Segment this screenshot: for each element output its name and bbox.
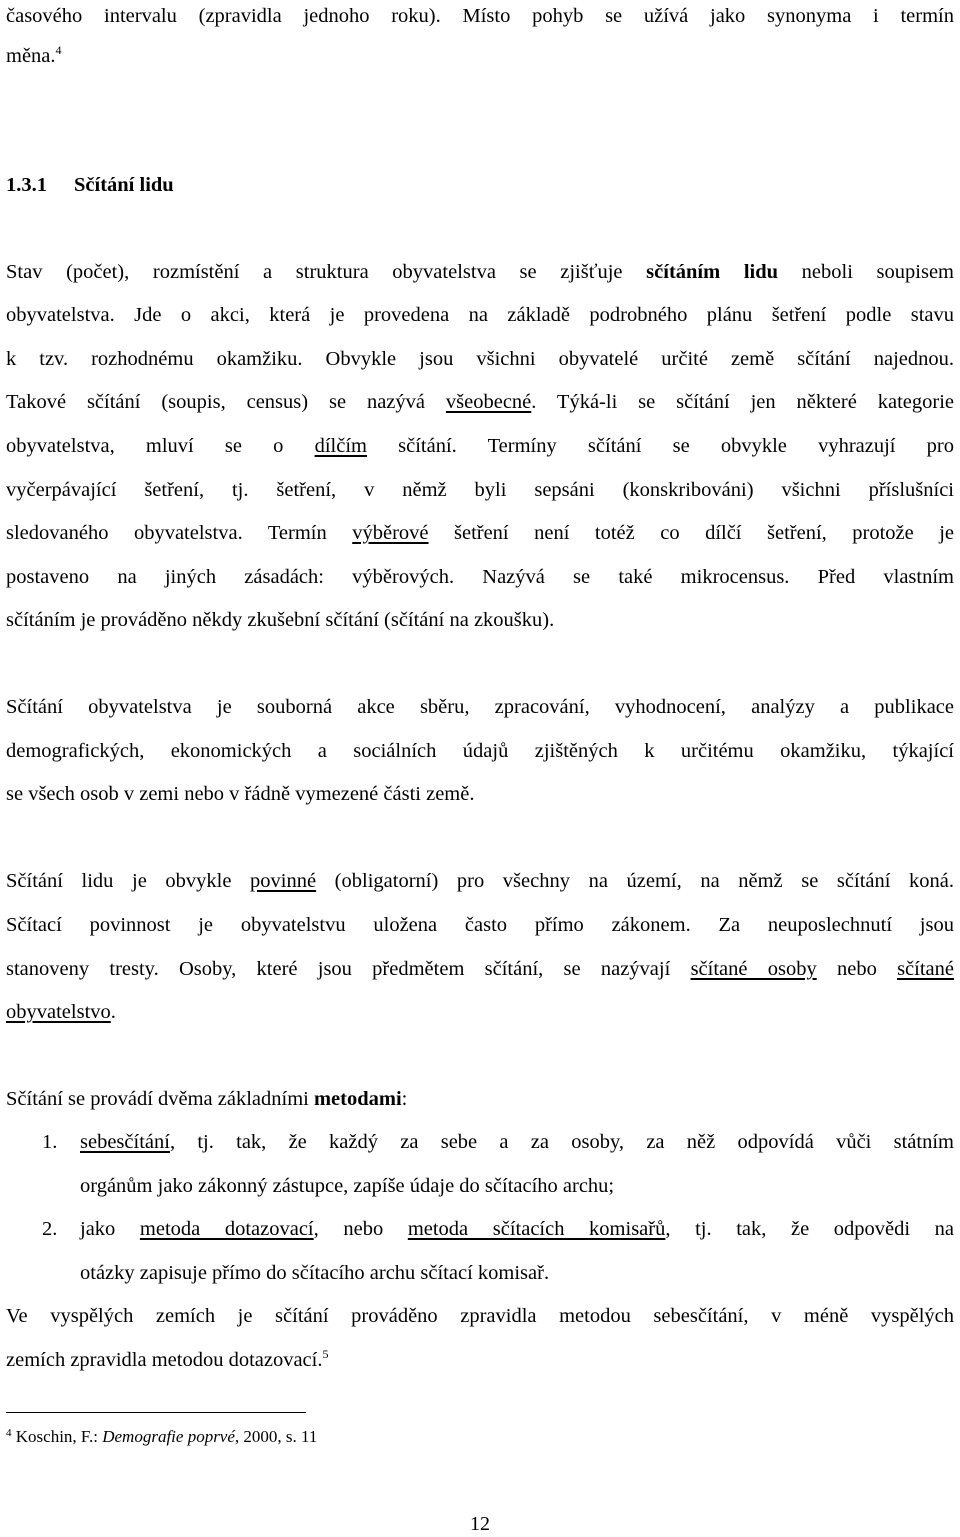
- bold-term: sčítáním lidu: [646, 261, 779, 283]
- text: neboli soupisem: [778, 261, 954, 283]
- text: Stav (počet), rozmístění a struktura obyvatelstva se zjišťuje: [6, 261, 647, 283]
- text-line: [6, 1087, 954, 1111]
- underlined-term: metoda dotazovací: [139, 1218, 314, 1240]
- text-line: [6, 521, 954, 545]
- underlined-term: výběrové: [352, 522, 429, 544]
- list-number: 2.: [42, 1218, 58, 1240]
- text-line: [6, 782, 954, 806]
- text: vyčerpávající šetření, tj. šetření, v němž byli sepsáni (konskribováni) všichni příslušníci: [6, 479, 954, 501]
- text: se všech osob v zemi nebo v řádně vymezené části země.: [6, 783, 475, 805]
- text-line: [6, 869, 954, 893]
- text-line: [6, 739, 954, 763]
- text: zemích zpravidla metodou dotazovací.: [6, 1349, 323, 1371]
- text: :: [401, 1088, 408, 1110]
- text: nebo: [816, 958, 898, 980]
- text: Takové sčítání (soupis, census) se nazývá: [6, 391, 446, 413]
- text-line: [6, 303, 954, 327]
- underlined-term: obyvatelstvo: [6, 1001, 111, 1023]
- underlined-term: sčítané: [897, 958, 954, 980]
- text: sledovaného obyvatelstva. Termín: [6, 522, 353, 544]
- footnote-mark: 4: [6, 1427, 12, 1439]
- text-line: [6, 565, 954, 589]
- text: demografických, ekonomických a sociálních údajů zjištěných k určitému okamžiku, týkající: [6, 740, 954, 762]
- bold-term: metodami: [313, 1088, 402, 1110]
- footnote-separator: [6, 1412, 306, 1413]
- text: , tj. tak, že každý za sebe a za osoby, za něž odpovídá vůči státním: [169, 1131, 954, 1153]
- text: Ve vyspělých zemích je sčítání prováděno zpravidla metodou sebesčítání, v méně vyspělých: [6, 1305, 954, 1327]
- underlined-term: sčítané osoby: [690, 958, 817, 980]
- text-line: [6, 1000, 954, 1024]
- underlined-term: všeobecné: [445, 391, 532, 413]
- text-line: [6, 4, 954, 28]
- text-line: [6, 1348, 954, 1372]
- text-line: [6, 695, 954, 719]
- underlined-term: sebesčítání: [80, 1131, 170, 1153]
- text: Sčítání se provádí dvěma základními: [6, 1088, 314, 1110]
- text: Sčítací povinnost je obyvatelstvu uložena často přímo zákonem. Za neuposlechnutí jsou: [6, 914, 954, 936]
- text-line: [6, 390, 954, 414]
- footnote-rest: , 2000, s. 11: [234, 1427, 318, 1446]
- list-item-text: [80, 1130, 954, 1154]
- section-title: Sčítání lidu: [74, 174, 174, 196]
- footnote-author: Koschin, F.:: [15, 1427, 103, 1446]
- list-number: 1.: [42, 1131, 58, 1153]
- text: , tj. tak, že odpovědi na: [665, 1218, 955, 1240]
- text: , nebo: [313, 1218, 408, 1240]
- text-line: [6, 608, 954, 632]
- text: sčítáním je prováděno někdy zkušební sčítání (sčítání na zkoušku).: [6, 609, 555, 631]
- section-number: 1.3.1: [6, 174, 47, 196]
- underlined-term: dílčím: [314, 435, 367, 457]
- list-item-text: [80, 1217, 954, 1241]
- text: orgánům jako zákonný zástupce, zapíše údaje do sčítacího archu;: [80, 1175, 615, 1197]
- text: stanoveny tresty. Osoby, které jsou předmětem sčítání, se nazývají: [6, 958, 691, 980]
- text-line: [6, 434, 954, 458]
- text: . Týká-li se sčítání jen některé kategorie: [531, 391, 954, 413]
- text-line: [6, 957, 954, 981]
- text: obyvatelstva. Jde o akci, která je provedena na základě podrobného plánu šetření podle stavu: [6, 304, 954, 326]
- text: Sčítání lidu je obvykle: [6, 870, 251, 892]
- text: postaveno na jiných zásadách: výběrových. Nazývá se také mikrocensus. Před vlastním: [6, 566, 954, 588]
- text: otázky zapisuje přímo do sčítacího archu sčítací komisař.: [80, 1262, 550, 1284]
- text-line: [6, 478, 954, 502]
- text: jako: [80, 1218, 140, 1240]
- text: sčítání. Termíny sčítání se obvykle vyhrazují pro: [366, 435, 954, 457]
- text: (obligatorní) pro všechny na území, na němž se sčítání koná.: [316, 870, 955, 892]
- text-line: [6, 44, 954, 68]
- text: časového intervalu (zpravidla jednoho roku). Místo pohyb se užívá jako synonyma i termín: [6, 5, 954, 27]
- text-line: [6, 347, 954, 371]
- underlined-term: metoda sčítacích komisařů: [407, 1218, 666, 1240]
- footnote: [6, 1426, 317, 1448]
- text: šetření není totéž co dílčí šetření, protože je: [428, 522, 955, 544]
- page-number: 12: [470, 1513, 490, 1535]
- text: .: [110, 1001, 116, 1023]
- footnote-ref: 4: [55, 43, 62, 57]
- text: Sčítání obyvatelstva je souborná akce sběru, zpracování, vyhodnocení, analýzy a publikace: [6, 696, 954, 718]
- footnote-title: Demografie poprvé: [102, 1427, 235, 1446]
- text-line: [6, 1304, 954, 1328]
- text: obyvatelstva, mluví se o: [6, 435, 315, 457]
- text-line: [6, 260, 954, 284]
- underlined-term: povinné: [250, 870, 317, 892]
- section-heading: [6, 173, 954, 197]
- text: k tzv. rozhodnému okamžiku. Obvykle jsou všichni obyvatelé určité země sčítání najednou.: [6, 348, 954, 370]
- text: měna.: [6, 45, 56, 67]
- footnote-ref: 5: [322, 1347, 329, 1361]
- text-line: [6, 913, 954, 937]
